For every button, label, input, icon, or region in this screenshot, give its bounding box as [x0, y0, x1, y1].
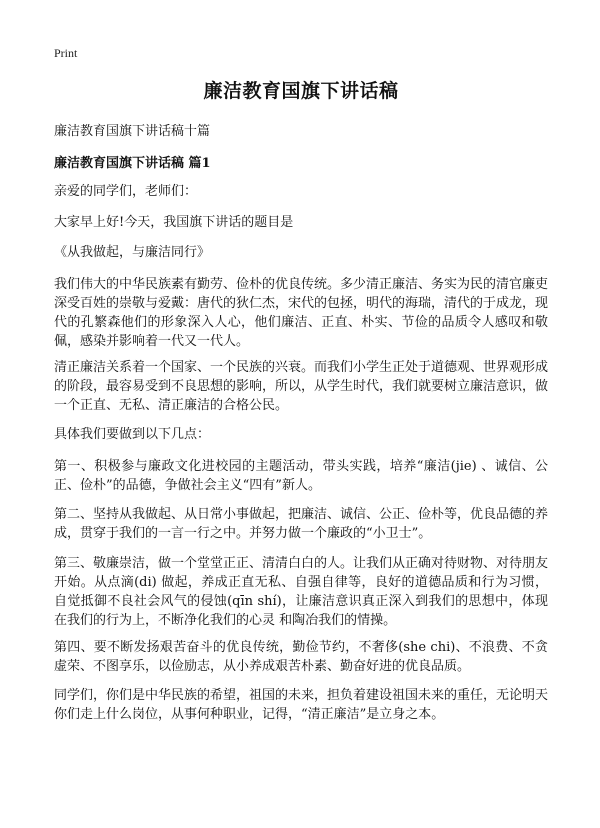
- paragraph-closing: 同学们，你们是中华民族的希望，祖国的未来，担负着建设祖国未来的重任，无论明天你们走上什么岗位，从事何种职业，记得，“清正廉洁”是立身之本。: [54, 688, 549, 722]
- paragraph-point-4: 第四、要不断发扬艰苦奋斗的优良传统，勤俭节约，不奢侈(she chi)、不浪费、不贪虚荣、不图享乐，以俭励志，从小养成艰苦朴素、勤奋好进的优良品质。: [54, 640, 548, 674]
- paragraph-greeting: 亲爱的同学们，老师们：: [54, 184, 198, 199]
- document-subtitle: 廉洁教育国旗下讲话稿十篇: [54, 124, 211, 139]
- paragraph-point-1: 第一、积极参与廉政文化进校园的主题活动，带头实践，培养“廉洁(jie) 、诚信、公正、俭朴”的品德，争做社会主义“四有”新人。: [54, 459, 548, 493]
- paragraph-point-2: 第二、坚持从我做起、从日常小事做起，把廉洁、诚信、公正、俭朴等，优良品德的养成，贯穿于我们的一言一行之中。并努力做一个廉政的“小卫士”。: [54, 507, 549, 541]
- section-heading: 廉洁教育国旗下讲话稿 篇1: [54, 156, 211, 171]
- paragraph-tradition: 我们伟大的中华民族素有勤劳、俭朴的优良传统。多少清正廉洁、务实为民的清官廉吏深受百姓的崇敬与爱戴：唐代的狄仁杰，宋代的包拯，明代的海瑞，清代的于成龙，现代的孔繁森他们的形象深入人心，他们廉洁、正直、朴实、节俭的品质令人感叹和敬佩，感染并影响着一代又一代人。: [54, 277, 549, 349]
- paragraph-intro: 大家早上好!今天，我国旗下讲话的题目是: [54, 215, 294, 230]
- page-title: 廉洁教育国旗下讲话稿: [203, 80, 399, 102]
- paragraph-significance: 清正廉洁关系着一个国家、一个民族的兴衰。而我们小学生正处于道德观、世界观形成的阶段，最容易受到不良思想的影响，所以，从学生时代，我们就要树立廉洁意识，做一个正直、无私、清正廉洁的合格公民。: [54, 360, 549, 413]
- paragraph-speech-title: 《从我做起，与廉洁同行》: [54, 245, 211, 260]
- paragraph-point-3: 第三、敬廉崇洁，做一个堂堂正正、清清白白的人。让我们从正确对待财物、对待朋友开始。从点滴(di) 做起，养成正直无私、自强自律等，良好的道德品质和行为习惯，自觉抵御不良社会风气的侵蚀(qīn shí)，让廉洁意识真正深入到我们的思想中，体现在我们的行为上，不断净化我们的心灵 和陶冶我们的情操。: [54, 556, 549, 628]
- print-link[interactable]: Print: [54, 46, 78, 60]
- paragraph-points-intro: 具体我们要做到以下几点：: [54, 427, 211, 442]
